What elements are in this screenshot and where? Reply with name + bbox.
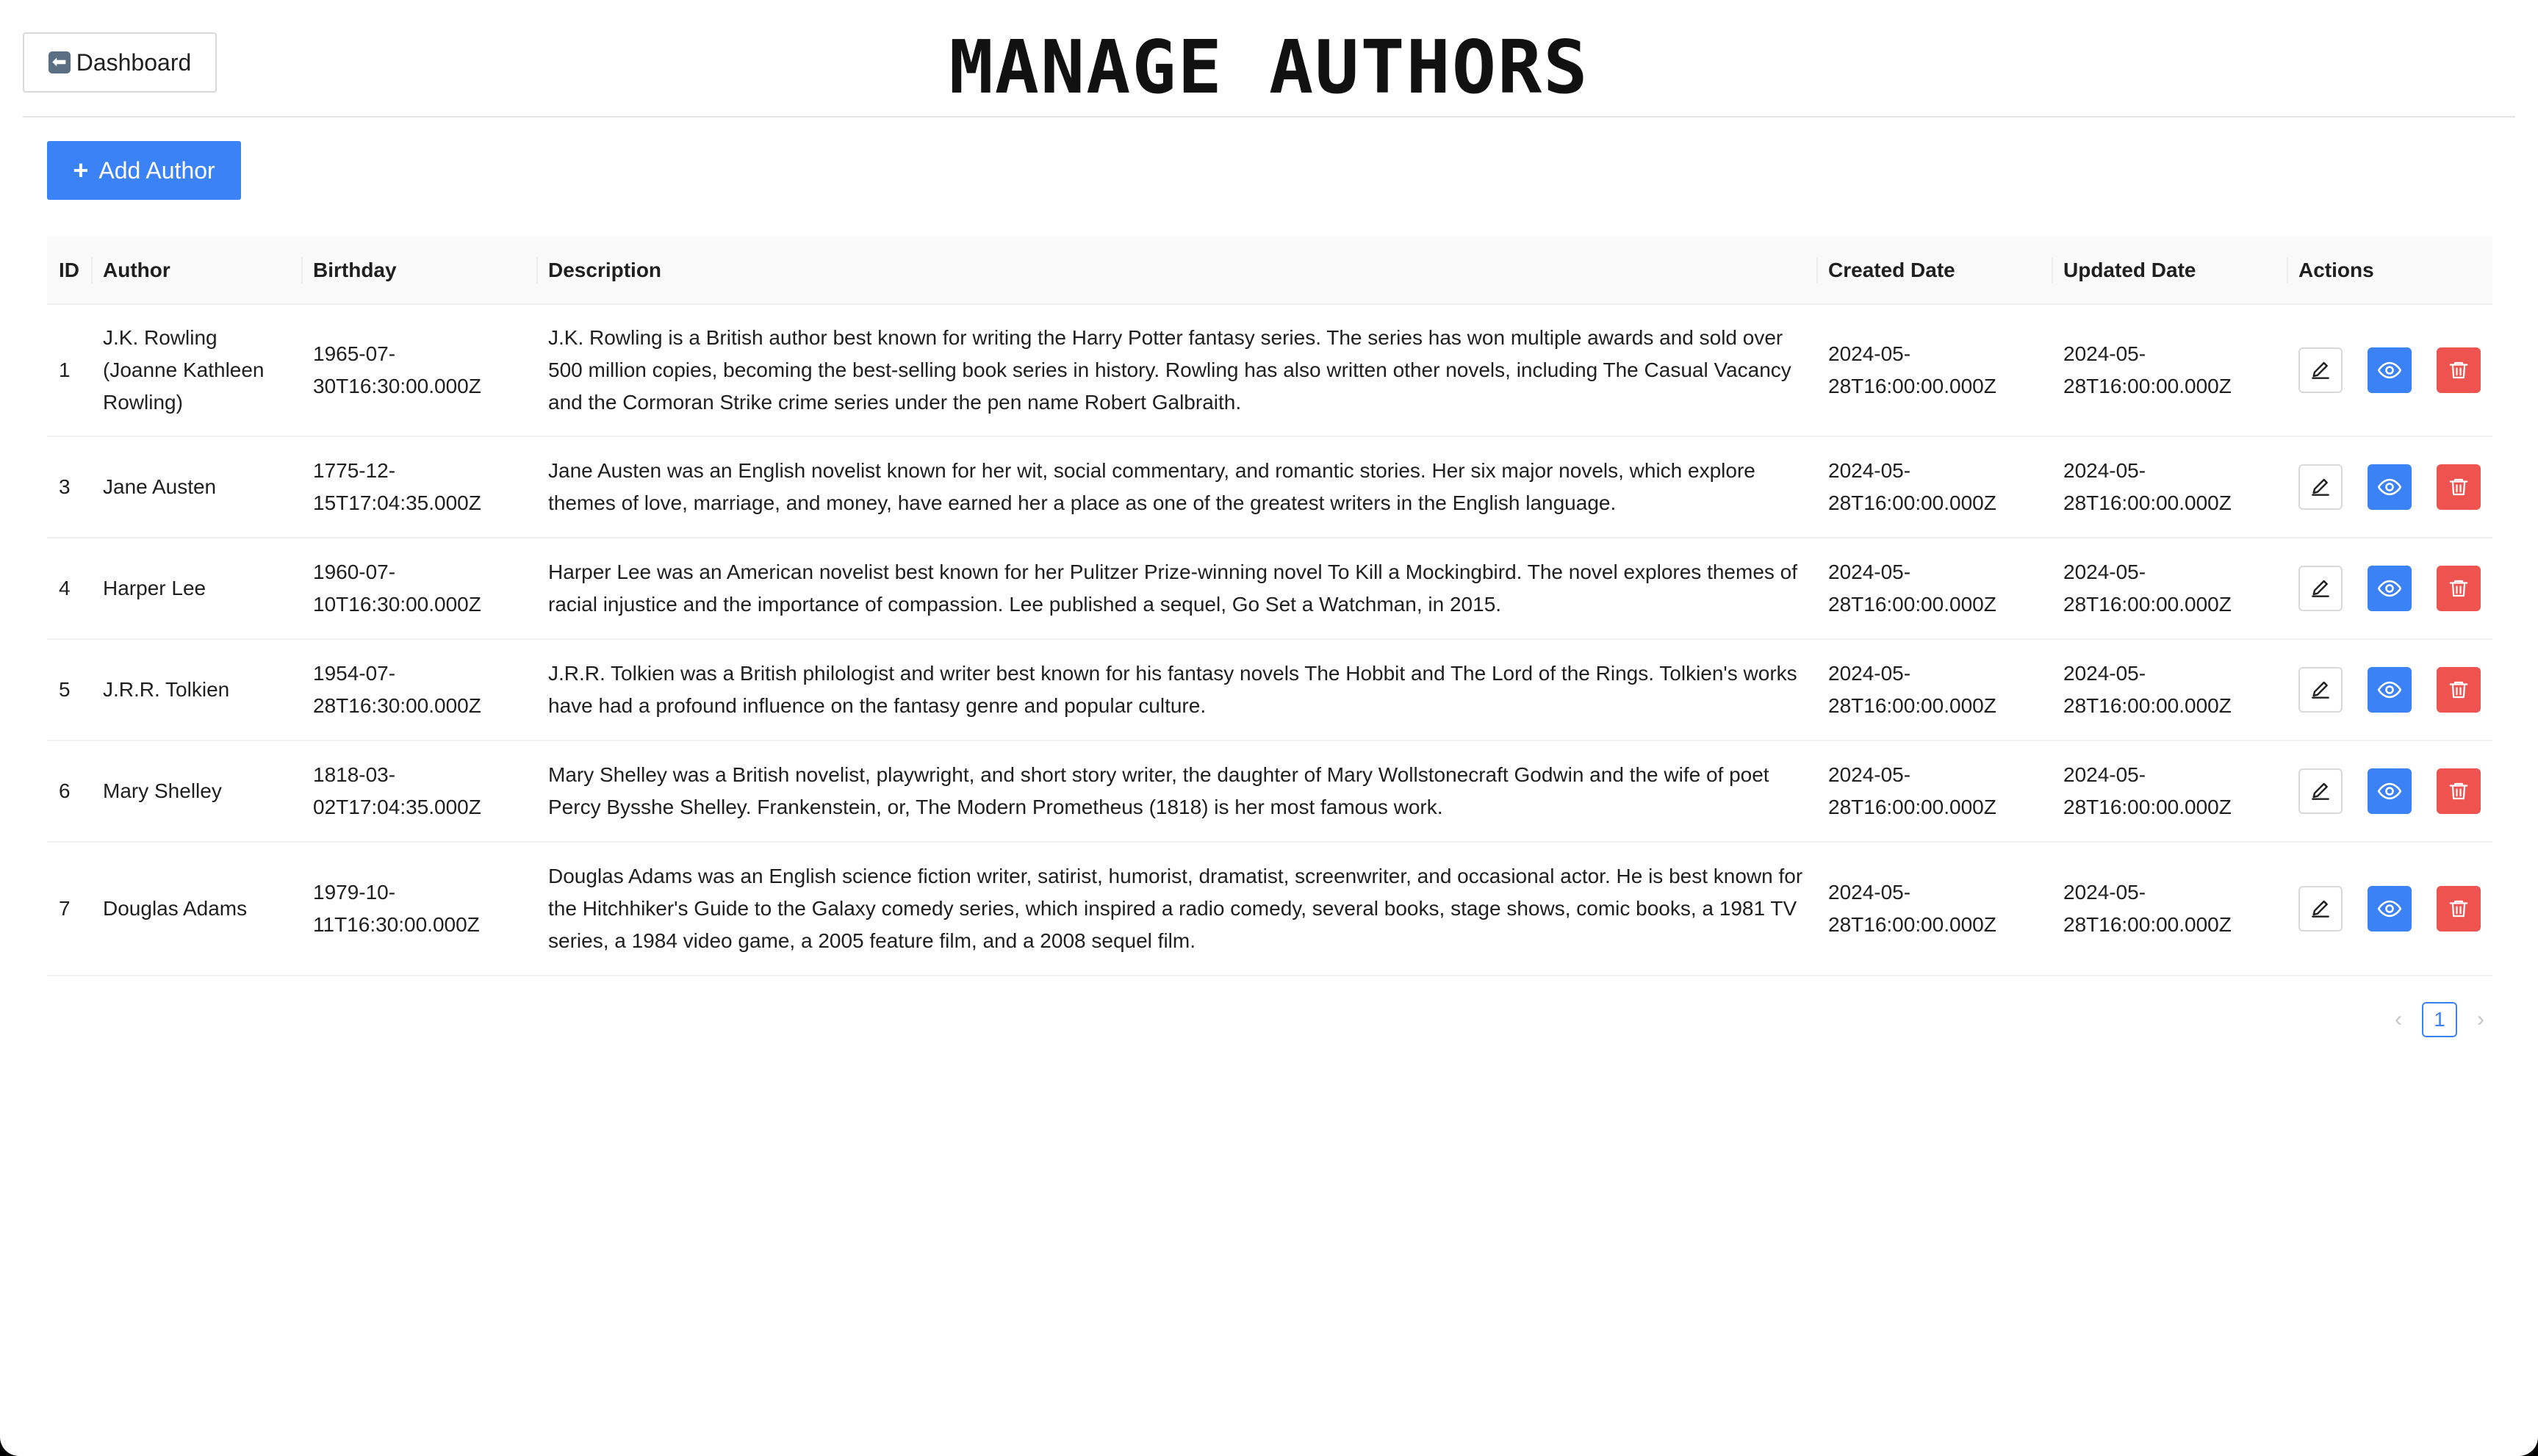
plus-icon: + — [73, 155, 89, 185]
row-actions — [2298, 768, 2481, 814]
cell-author: Douglas Adams — [91, 842, 301, 976]
cell-id: 5 — [47, 639, 91, 740]
column-header-id[interactable]: ID — [47, 237, 91, 304]
table-row — [47, 639, 2492, 740]
cell-id: 1 — [47, 304, 91, 436]
eye-icon — [2377, 677, 2402, 702]
delete-button[interactable] — [2437, 566, 2481, 611]
edit-icon — [2309, 897, 2332, 920]
cell-author: Mary Shelley — [91, 740, 301, 842]
table-row — [47, 304, 2492, 436]
row-actions — [2298, 347, 2481, 393]
cell-created-date: 2024-05-28T16:00:00.000Z — [1816, 639, 2052, 740]
column-header-actions: Actions — [2287, 237, 2492, 304]
trash-icon — [2448, 898, 2470, 920]
authors-table — [47, 237, 2492, 976]
column-header-created-date[interactable]: Created Date — [1816, 237, 2052, 304]
cell-description: Mary Shelley was a British novelist, playwright, and short story writer, the daughter of Mary Wollstonecraft Godwin and the wife of poet Percy Bysshe Shelley. Frankenstein, or, The Modern Prometheus (1818) is her most famous work. — [536, 740, 1816, 842]
cell-actions — [2287, 740, 2492, 842]
edit-button[interactable] — [2298, 768, 2343, 814]
cell-updated-date: 2024-05-28T16:00:00.000Z — [2052, 740, 2287, 842]
cell-description: J.K. Rowling is a British author best known for writing the Harry Potter fantasy series. The series has won multiple awards and sold over 500 million copies, becoming the best-selling book series in history. Rowling has also written other novels, including The Casual Vacancy and the Cormoran Strike crime series under the pen name Robert Galbraith. — [536, 304, 1816, 436]
trash-icon — [2448, 476, 2470, 498]
next-page-button[interactable]: › — [2477, 1007, 2484, 1031]
eye-icon — [2377, 475, 2402, 500]
trash-icon — [2448, 577, 2470, 599]
edit-icon — [2309, 678, 2332, 702]
cell-actions — [2287, 639, 2492, 740]
cell-description: Jane Austen was an English novelist known for her wit, social commentary, and romantic stories. Her six major novels, which explore themes of love, marriage, and money, have earned her a place as one of the greatest writers in the English language. — [536, 436, 1816, 538]
back-arrow-icon: ⬅ — [48, 51, 71, 73]
pagination — [2388, 1002, 2491, 1037]
cell-birthday: 1954-07-28T16:30:00.000Z — [301, 639, 536, 740]
cell-created-date: 2024-05-28T16:00:00.000Z — [1816, 304, 2052, 436]
cell-updated-date: 2024-05-28T16:00:00.000Z — [2052, 538, 2287, 639]
table-row — [47, 740, 2492, 842]
cell-updated-date: 2024-05-28T16:00:00.000Z — [2052, 639, 2287, 740]
cell-description: J.R.R. Tolkien was a British philologist and writer best known for his fantasy novels The Hobbit and The Lord of the Rings. Tolkien's works have had a profound influence on the fantasy genre and popular culture. — [536, 639, 1816, 740]
table-body — [47, 304, 2492, 976]
add-author-button[interactable] — [47, 141, 241, 200]
cell-created-date: 2024-05-28T16:00:00.000Z — [1816, 740, 2052, 842]
view-button[interactable] — [2368, 464, 2412, 510]
trash-icon — [2448, 679, 2470, 701]
cell-birthday: 1960-07-10T16:30:00.000Z — [301, 538, 536, 639]
eye-icon — [2377, 358, 2402, 383]
cell-updated-date: 2024-05-28T16:00:00.000Z — [2052, 436, 2287, 538]
column-header-birthday[interactable]: Birthday — [301, 237, 536, 304]
eye-icon — [2377, 779, 2402, 804]
edit-button[interactable] — [2298, 464, 2343, 510]
table-row — [47, 436, 2492, 538]
cell-id: 4 — [47, 538, 91, 639]
cell-id: 3 — [47, 436, 91, 538]
page-title: MANAGE AUTHORS — [949, 24, 1589, 110]
view-button[interactable] — [2368, 886, 2412, 931]
cell-created-date: 2024-05-28T16:00:00.000Z — [1816, 436, 2052, 538]
delete-button[interactable] — [2437, 768, 2481, 814]
cell-birthday: 1979-10-11T16:30:00.000Z — [301, 842, 536, 976]
eye-icon — [2377, 896, 2402, 921]
cell-author: Jane Austen — [91, 436, 301, 538]
table-row — [47, 842, 2492, 976]
edit-icon — [2309, 358, 2332, 382]
cell-description: Harper Lee was an American novelist best known for her Pulitzer Prize-winning novel To Kill a Mockingbird. The novel explores themes of racial injustice and the importance of compassion. Lee published a sequel, Go Set a Watchman, in 2015. — [536, 538, 1816, 639]
dashboard-button-label: Dashboard — [76, 48, 192, 76]
delete-button[interactable] — [2437, 347, 2481, 393]
cell-author: J.R.R. Tolkien — [91, 639, 301, 740]
column-header-updated-date[interactable]: Updated Date — [2052, 237, 2287, 304]
cell-birthday: 1775-12-15T17:04:35.000Z — [301, 436, 536, 538]
cell-author: Harper Lee — [91, 538, 301, 639]
view-button[interactable] — [2368, 566, 2412, 611]
trash-icon — [2448, 359, 2470, 381]
cell-birthday: 1965-07-30T16:30:00.000Z — [301, 304, 536, 436]
row-actions — [2298, 566, 2481, 611]
table-row — [47, 538, 2492, 639]
trash-icon — [2448, 780, 2470, 802]
row-actions — [2298, 464, 2481, 510]
table-header — [47, 237, 2492, 304]
cell-created-date: 2024-05-28T16:00:00.000Z — [1816, 538, 2052, 639]
edit-button[interactable] — [2298, 566, 2343, 611]
cell-description: Douglas Adams was an English science fiction writer, satirist, humorist, dramatist, screenwriter, and occasional actor. He is best known for the Hitchhiker's Guide to the Galaxy comedy series, which inspired a radio comedy, several books, stage shows, comic books, a 1981 TV series, a 1984 video game, a 2005 feature film, and a 2008 sequel film. — [536, 842, 1816, 976]
edit-icon — [2309, 475, 2332, 499]
delete-button[interactable] — [2437, 667, 2481, 713]
add-author-label: Add Author — [98, 156, 215, 184]
cell-actions — [2287, 538, 2492, 639]
delete-button[interactable] — [2437, 886, 2481, 931]
edit-icon — [2309, 577, 2332, 600]
delete-button[interactable] — [2437, 464, 2481, 510]
eye-icon — [2377, 576, 2402, 601]
view-button[interactable] — [2368, 347, 2412, 393]
cell-id: 7 — [47, 842, 91, 976]
cell-updated-date: 2024-05-28T16:00:00.000Z — [2052, 304, 2287, 436]
edit-button[interactable] — [2298, 886, 2343, 931]
cell-actions — [2287, 436, 2492, 538]
page-header — [23, 0, 2515, 118]
view-button[interactable] — [2368, 768, 2412, 814]
cell-actions — [2287, 842, 2492, 976]
row-actions — [2298, 667, 2481, 713]
edit-button[interactable] — [2298, 667, 2343, 713]
cell-birthday: 1818-03-02T17:04:35.000Z — [301, 740, 536, 842]
column-header-author[interactable]: Author — [91, 237, 301, 304]
view-button[interactable] — [2368, 667, 2412, 713]
cell-id: 6 — [47, 740, 91, 842]
prev-page-button[interactable]: ‹ — [2395, 1007, 2402, 1031]
row-actions — [2298, 886, 2481, 931]
page-1-button[interactable]: 1 — [2422, 1002, 2457, 1037]
cell-created-date: 2024-05-28T16:00:00.000Z — [1816, 842, 2052, 976]
cell-updated-date: 2024-05-28T16:00:00.000Z — [2052, 842, 2287, 976]
cell-actions — [2287, 304, 2492, 436]
edit-button[interactable] — [2298, 347, 2343, 393]
column-header-description[interactable]: Description — [536, 237, 1816, 304]
edit-icon — [2309, 779, 2332, 803]
cell-author: J.K. Rowling (Joanne Kathleen Rowling) — [91, 304, 301, 436]
